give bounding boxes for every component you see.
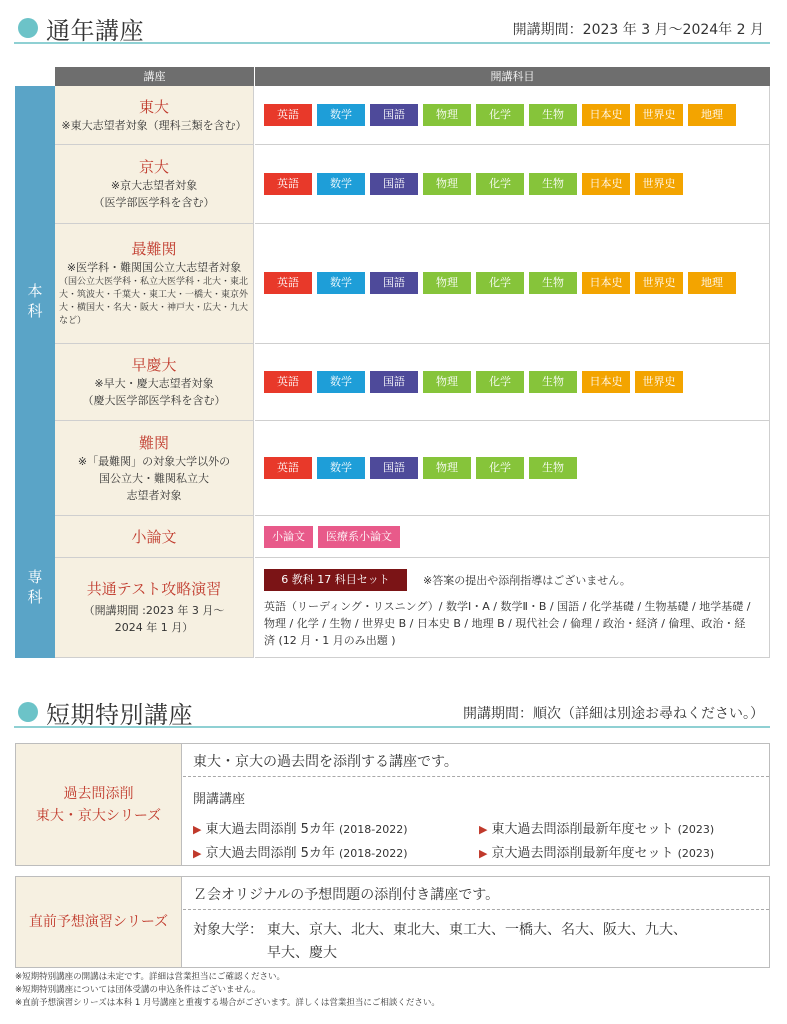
subject-tag-chemistry: 化学 <box>476 371 524 393</box>
subject-tag-japanese: 国語 <box>370 457 418 479</box>
dashed-divider <box>183 776 769 777</box>
subject-tag-math: 数学 <box>317 371 365 393</box>
subject-tag-japanese-history: 日本史 <box>582 272 630 294</box>
course-item <box>479 818 714 837</box>
subject-tag-math: 数学 <box>317 272 365 294</box>
course-shoronbun <box>55 516 254 558</box>
course-name: 京大 <box>138 158 169 176</box>
set-note: ※答案の提出や添削指導はございません。 <box>423 574 631 587</box>
subject-tag-english: 英語 <box>264 104 312 126</box>
category-char: 専 <box>27 568 43 586</box>
course-name: 共通テスト攻略演習 <box>86 580 222 598</box>
subject-tag-world-history: 世界史 <box>635 104 683 126</box>
chokuzen-series-box <box>15 876 770 968</box>
footnote: ※直前予想演習シリーズは本科 1 月号講座と重複する場合がございます。詳しくは営業担当にご相談ください。 <box>15 998 440 1008</box>
target-universities: 早大、慶大 <box>267 945 337 961</box>
triangle-right-icon: ▶ <box>479 823 488 836</box>
target-label: 対象大学： <box>193 922 263 938</box>
subject-row-todai <box>255 86 770 145</box>
header-course: 講座 <box>55 67 254 86</box>
subject-tag-physics: 物理 <box>423 272 471 294</box>
course-period: （開講期間 :2023 年 3 月〜 <box>83 604 225 617</box>
subject-tag-english: 英語 <box>264 371 312 393</box>
subject-tag-english: 英語 <box>264 272 312 294</box>
subject-row-shoronbun <box>255 516 770 558</box>
divider <box>14 42 770 44</box>
course-note: ※「最難関」の対象大学以外の <box>77 454 231 468</box>
subject-tag-essay: 小論文 <box>264 526 313 548</box>
course-nankan <box>55 421 254 516</box>
section-period: 開講期間：2023 年 3 月〜2024年 2 月 <box>512 22 764 38</box>
series-name-line: 過去問添削 <box>63 785 134 802</box>
course-note: 志望者対象 <box>126 488 182 502</box>
subject-tag-biology: 生物 <box>529 272 577 294</box>
subject-tag-world-history: 世界史 <box>635 272 683 294</box>
course-note: （慶大医学部医学科を含む） <box>82 394 226 407</box>
target-universities: 東大、京大、北大、東北大、東工大、一橋大、名大、阪大、九大、 <box>267 922 687 938</box>
subject-tag-biology: 生物 <box>529 457 577 479</box>
subject-tag-math: 数学 <box>317 173 365 195</box>
course-note: 国公立大・難関私立大 <box>99 471 209 485</box>
series-details <box>183 877 769 967</box>
course-sokeidai <box>55 344 254 421</box>
category-char: 科 <box>27 302 43 320</box>
subject-tag-english: 英語 <box>264 457 312 479</box>
section-title: 通年講座 <box>46 17 144 45</box>
subject-tag-english: 英語 <box>264 173 312 195</box>
course-name: 最難関 <box>131 240 177 258</box>
course-name: 難関 <box>138 433 169 452</box>
subject-tag-biology: 生物 <box>529 173 577 195</box>
course-note: （医学部医学科を含む） <box>93 196 215 209</box>
footnote: ※短期特別講座については団体受講の申込条件はございません。 <box>15 985 261 995</box>
subject-tag-world-history: 世界史 <box>635 173 683 195</box>
subject-tag-math: 数学 <box>317 104 365 126</box>
footnote: ※短期特別講座の開講は未定です。詳細は営業担当にご確認ください。 <box>15 972 285 982</box>
subject-tag-physics: 物理 <box>423 457 471 479</box>
course-note: ※東大志望者対象（理科三類を含む） <box>61 118 247 132</box>
course-name: 東大 <box>138 97 169 116</box>
subject-tag-chemistry: 化学 <box>476 457 524 479</box>
triangle-right-icon: ▶ <box>193 823 202 836</box>
subject-tag-japanese: 国語 <box>370 371 418 393</box>
course-item-text: 東大過去問添削最新年度セット <box>491 822 674 837</box>
section-title: 短期特別講座 <box>46 701 193 729</box>
subject-tag-physics: 物理 <box>423 104 471 126</box>
category-senka <box>15 516 55 658</box>
course-item-years: (2018-2022) <box>339 847 408 860</box>
course-period: 2024 年 1 月） <box>114 621 194 634</box>
course-kyotsu-test <box>55 558 254 658</box>
section-header-short-term <box>14 694 770 728</box>
category-char: 科 <box>27 588 43 606</box>
subject-tag-biology: 生物 <box>529 371 577 393</box>
subject-tag-physics: 物理 <box>423 371 471 393</box>
course-item <box>193 818 408 837</box>
subject-row-sainankan <box>255 224 770 344</box>
set-badge: 6 教科 17 科目セット <box>264 569 407 591</box>
course-item <box>479 842 714 861</box>
triangle-right-icon: ▶ <box>479 847 488 860</box>
header-subjects: 開講科目 <box>255 67 770 86</box>
course-item <box>193 842 408 861</box>
course-kyodai <box>55 145 254 224</box>
bullet-dot-icon <box>18 18 38 38</box>
section-header-annual <box>14 10 770 44</box>
series-description: Ｚ会オリジナルの予想問題の添削付き講座です。 <box>193 887 500 903</box>
course-item-years: (2023) <box>677 823 715 836</box>
subject-tag-physics: 物理 <box>423 173 471 195</box>
course-note: ※京大志望者対象 <box>110 179 198 192</box>
subject-tag-biology: 生物 <box>529 104 577 126</box>
dashed-divider <box>183 909 769 910</box>
courses-label: 開講講座 <box>193 792 246 807</box>
triangle-right-icon: ▶ <box>193 847 202 860</box>
course-item-years: (2023) <box>677 847 715 860</box>
subject-row-nankan <box>255 421 770 516</box>
subject-tag-chemistry: 化学 <box>476 104 524 126</box>
course-item-text: 京大過去問添削 5カ年 <box>205 846 335 861</box>
subject-tag-world-history: 世界史 <box>635 371 683 393</box>
subject-row-kyodai <box>255 145 770 224</box>
series-name <box>16 744 182 865</box>
subject-tag-geography: 地理 <box>688 104 736 126</box>
subject-tag-japanese: 国語 <box>370 272 418 294</box>
course-detail: （国公立大医学科・私立大医学科・北大・東北大・筑波大・千葉大・東工大・一橋大・東京外大・横国大・名大・阪大・神戸大・広大・九大など） <box>59 277 249 326</box>
course-name: 早慶大 <box>131 356 177 374</box>
course-item-text: 東大過去問添削 5カ年 <box>205 822 335 837</box>
category-honka <box>15 86 55 516</box>
subject-tag-medical-essay: 医療系小論文 <box>318 526 400 548</box>
subject-tag-chemistry: 化学 <box>476 272 524 294</box>
subject-tag-math: 数学 <box>317 457 365 479</box>
subject-tag-japanese-history: 日本史 <box>582 104 630 126</box>
subject-row-sokeidai <box>255 344 770 421</box>
category-char: 本 <box>27 282 43 300</box>
course-note: ※早大・慶大志望者対象 <box>94 377 214 390</box>
course-name: 小論文 <box>131 527 177 546</box>
subject-row-kyotsu-test <box>255 558 770 658</box>
series-name-line: 東大・京大シリーズ <box>35 807 162 824</box>
subject-tag-chemistry: 化学 <box>476 173 524 195</box>
annual-course-table <box>15 67 770 658</box>
series-details <box>183 744 769 865</box>
series-name: 直前予想演習シリーズ <box>16 877 182 967</box>
subject-tag-japanese: 国語 <box>370 173 418 195</box>
subject-tag-japanese-history: 日本史 <box>582 173 630 195</box>
footnotes <box>15 971 440 1010</box>
course-todai <box>55 86 254 145</box>
divider <box>14 726 770 728</box>
course-sainankan <box>55 224 254 344</box>
kakomon-series-box <box>15 743 770 866</box>
subject-list: 英語（リーディング・リスニング）/ 数学Ⅰ・A / 数学Ⅱ・B / 国語 / 化学基礎 / 生物基礎 / 地学基礎 / 物理 / 化学 / 生物 / 世界史 B / 日本史 B / 地理 B / 現代社会 / 倫理 / 政治・経済 / 倫理、政治・経済 (12 月・1 月のみ出題 ) <box>264 600 751 647</box>
subject-tag-japanese-history: 日本史 <box>582 371 630 393</box>
subject-tag-geography: 地理 <box>688 272 736 294</box>
course-note: ※医学科・難関国公立大志望者対象 <box>66 261 242 274</box>
course-item-text: 京大過去問添削最新年度セット <box>491 846 674 861</box>
section-period: 開講期間：順次（詳細は別途お尋ねください。） <box>463 706 764 722</box>
subject-tag-japanese: 国語 <box>370 104 418 126</box>
course-item-years: (2018-2022) <box>339 823 408 836</box>
bullet-dot-icon <box>18 702 38 722</box>
series-description: 東大・京大の過去問を添削する講座です。 <box>193 754 458 770</box>
